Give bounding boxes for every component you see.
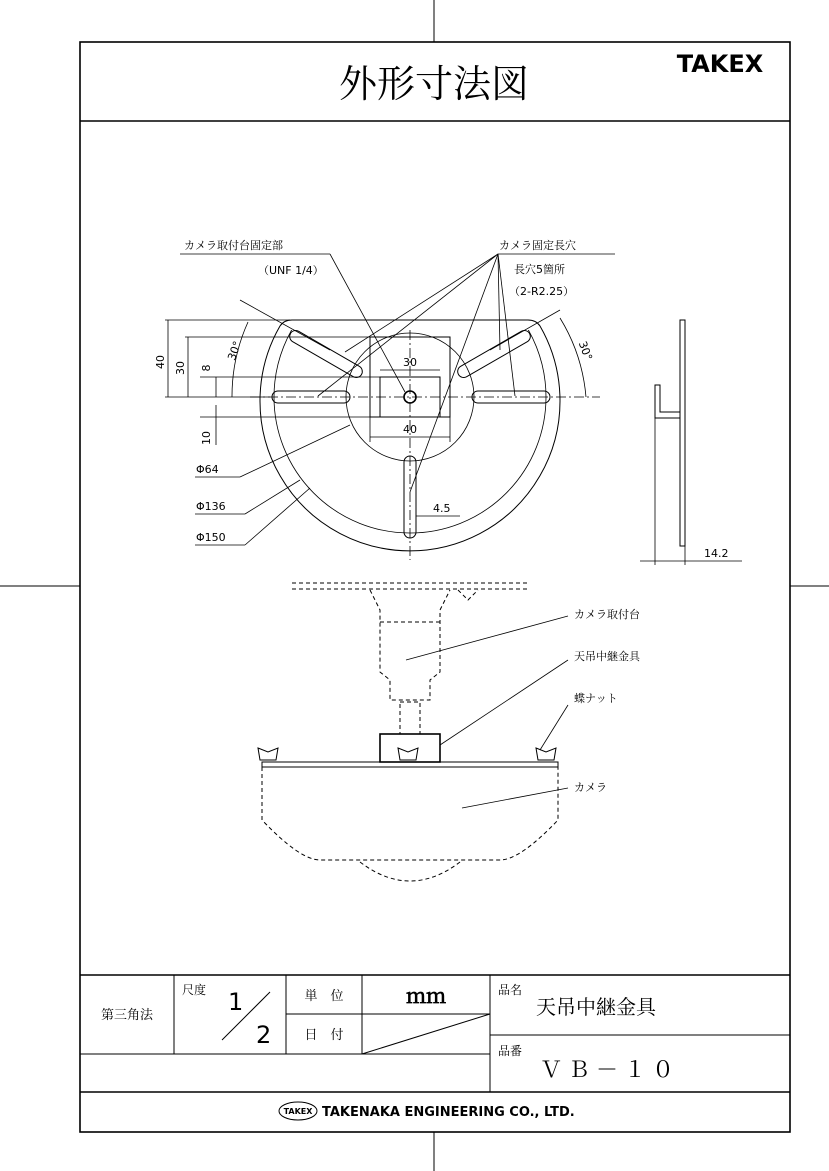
sheet-border bbox=[80, 42, 790, 1132]
callout-slot-sub1: 長穴5箇所 bbox=[514, 263, 565, 276]
wing-nut-center bbox=[398, 748, 418, 760]
part-no-label: 品番 bbox=[498, 1044, 523, 1058]
drawing-title: 外形寸法図 bbox=[338, 62, 530, 106]
dim-phi150: Φ150 bbox=[196, 531, 226, 544]
relay-bracket-body bbox=[380, 734, 440, 762]
wing-nut-left bbox=[258, 748, 278, 760]
scale-denominator: 2 bbox=[256, 1021, 272, 1049]
slot-upright bbox=[455, 328, 532, 379]
dim-10: 10 bbox=[200, 431, 213, 445]
side-view bbox=[640, 320, 742, 565]
part-no: ＶＢ－１０ bbox=[540, 1058, 681, 1083]
dim-30-vertical: 30 bbox=[174, 361, 187, 375]
projection: 第三角法 bbox=[100, 1008, 154, 1023]
unit-label: 単 位 bbox=[304, 989, 344, 1004]
callout-slot: カメラ固定長穴 bbox=[499, 239, 576, 252]
dim-40-horizontal: 40 bbox=[403, 423, 417, 436]
dim-phi64: Φ64 bbox=[196, 463, 219, 476]
wing-nut-right bbox=[536, 748, 556, 760]
angle-left: 30° bbox=[225, 339, 245, 363]
callout-mount: カメラ取付台固定部 bbox=[184, 239, 283, 252]
callout-slot-sub2: （2-R2.25） bbox=[509, 285, 575, 298]
label-wing-nut: 蝶ナット bbox=[574, 692, 618, 705]
company-logo-text: TAKEX bbox=[283, 1107, 313, 1116]
slot-upleft bbox=[287, 328, 364, 379]
dim-slot-width: 4.5 bbox=[433, 502, 451, 515]
assembly-view bbox=[258, 583, 641, 881]
dim-40-vertical: 40 bbox=[154, 355, 167, 369]
top-view bbox=[154, 238, 615, 560]
dim-8: 8 bbox=[200, 364, 213, 372]
part-name-label: 品名 bbox=[498, 983, 523, 997]
angle-right: 30° bbox=[575, 339, 595, 363]
brand-logo: TAKEX bbox=[676, 50, 764, 78]
scale-numerator: 1 bbox=[228, 988, 244, 1016]
company-name: TAKENAKA ENGINEERING CO., LTD. bbox=[322, 1105, 575, 1120]
scale-label: 尺度 bbox=[182, 983, 207, 997]
dim-thickness: 14.2 bbox=[704, 547, 729, 560]
dim-phi136: Φ136 bbox=[196, 500, 226, 513]
callout-mount-sub: （UNF 1/4） bbox=[258, 264, 324, 277]
date-label: 日 付 bbox=[304, 1028, 344, 1043]
label-camera: カメラ bbox=[574, 781, 607, 794]
unit-value: ｍｍ bbox=[406, 984, 446, 1008]
label-camera-mount: カメラ取付台 bbox=[574, 608, 640, 621]
label-relay-bracket: 天吊中継金具 bbox=[574, 650, 640, 663]
part-name: 天吊中継金具 bbox=[536, 995, 656, 1019]
title-block bbox=[80, 975, 790, 1120]
dim-30-horizontal: 30 bbox=[403, 356, 417, 369]
